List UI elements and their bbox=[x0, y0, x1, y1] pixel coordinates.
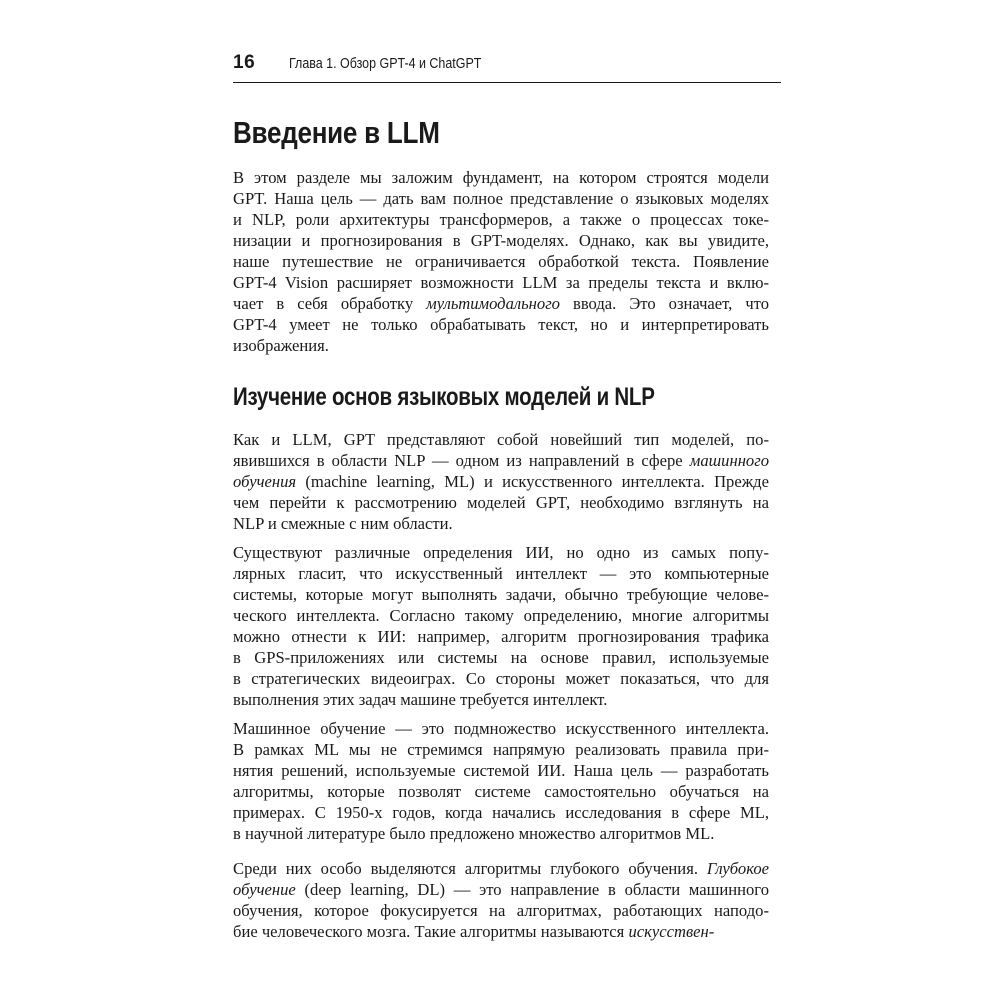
running-head bbox=[233, 52, 769, 82]
running-title: Глава 1. Обзор GPT-4 и ChatGPT bbox=[289, 56, 482, 72]
text-line bbox=[233, 739, 769, 760]
text-segment: в научной литературе было предложено множество алгоритмов ML. bbox=[233, 824, 715, 843]
text-line bbox=[233, 647, 769, 668]
italic-term: обучение bbox=[233, 880, 296, 899]
text-line bbox=[233, 563, 769, 584]
text-segment: Существуют различные определения ИИ, но одно из самых попу- bbox=[233, 543, 769, 562]
text-line bbox=[233, 335, 769, 356]
text-line bbox=[233, 314, 769, 335]
text-segment: можно отнести к ИИ: например, алгоритм прогнозирования трафика bbox=[233, 627, 769, 646]
paragraph-gpt-nlp bbox=[233, 429, 769, 534]
text-segment: GPT. Наша цель — дать вам полное представление о языковых моделях bbox=[233, 189, 769, 208]
text-segment: чем перейти к рассмотрению моделей GPT, необходимо взглянуть на bbox=[233, 493, 769, 512]
text-segment: В этом разделе мы заложим фундамент, на котором строятся модели bbox=[233, 168, 769, 187]
italic-term: обучения bbox=[233, 472, 297, 491]
italic-term: Глубокое bbox=[706, 859, 769, 878]
text-segment: лярных гласит, что искусственный интеллект — это компьютерные bbox=[233, 564, 769, 583]
header-rule bbox=[233, 82, 781, 83]
section-heading-intro-llm: Введение в LLM bbox=[233, 115, 440, 150]
text-segment: в GPS-приложениях или системы на основе правил, используемые bbox=[233, 648, 769, 667]
italic-term: мультимодального bbox=[426, 294, 560, 313]
text-line bbox=[233, 781, 769, 802]
text-line bbox=[233, 251, 769, 272]
text-segment: Среди них особо выделяются алгоритмы глубокого обучения. bbox=[233, 859, 707, 878]
text-segment: В рамках ML мы не стремимся напрямую реализовать правила при- bbox=[233, 740, 769, 759]
text-line bbox=[233, 188, 769, 209]
paragraph-machine-learning bbox=[233, 718, 769, 844]
text-segment: системы, которые могут выполнять задачи, обычно требующие челове- bbox=[233, 585, 769, 604]
text-segment: нятия решений, используемые системой ИИ. Наша цель — разработать bbox=[233, 761, 769, 780]
text-line bbox=[233, 167, 769, 188]
text-line bbox=[233, 542, 769, 563]
text-segment: изображения. bbox=[233, 336, 329, 355]
text-line bbox=[233, 921, 769, 942]
text-line bbox=[233, 626, 769, 647]
text-line bbox=[233, 584, 769, 605]
text-line bbox=[233, 858, 769, 879]
text-segment: примерах. С 1950-х годов, когда начались исследования в сфере ML, bbox=[233, 803, 769, 822]
section-heading-language-models-nlp: Изучение основ языковых моделей и NLP bbox=[233, 383, 655, 411]
text-segment: NLP и смежные с ним области. bbox=[233, 514, 453, 533]
text-line bbox=[233, 513, 769, 534]
running-head-row bbox=[233, 52, 769, 82]
text-line bbox=[233, 668, 769, 689]
text-line bbox=[233, 209, 769, 230]
text-segment: выполнения этих задач машине требуется интеллект. bbox=[233, 690, 608, 709]
italic-term: машинного bbox=[689, 451, 769, 470]
paragraph-intro bbox=[233, 167, 769, 356]
text-segment: ввода. Это означает, что bbox=[559, 294, 770, 313]
text-segment: чает в себя обработку bbox=[233, 294, 427, 313]
text-line bbox=[233, 879, 769, 900]
text-segment: низации и прогнозирования в GPT-моделях. Однако, как вы увидите, bbox=[233, 231, 769, 250]
text-segment: наше путешествие не ограничивается обработкой текста. Появление bbox=[233, 252, 769, 271]
text-segment: и NLP, роли архитектуры трансформеров, а также о процессах токе- bbox=[233, 210, 769, 229]
text-line bbox=[233, 760, 769, 781]
text-segment: (deep learning, DL) — это направление в области машинного bbox=[295, 880, 769, 899]
text-line bbox=[233, 230, 769, 251]
text-segment: алгоритмы, которые позволят системе самостоятельно обучаться на bbox=[233, 782, 769, 801]
italic-term: искусствен- bbox=[628, 922, 715, 941]
text-segment: Машинное обучение — это подмножество искусственного интеллекта. bbox=[233, 719, 769, 738]
text-segment: Как и LLM, GPT представляют собой новейший тип моделей, по- bbox=[233, 430, 769, 449]
text-line bbox=[233, 718, 769, 739]
text-segment: GPT-4 Vision расширяет возможности LLM за пределы текста и вклю- bbox=[233, 273, 769, 292]
text-line bbox=[233, 429, 769, 450]
text-segment: обучения, которое фокусируется на алгоритмах, работающих наподо- bbox=[233, 901, 769, 920]
text-line bbox=[233, 605, 769, 626]
text-line bbox=[233, 492, 769, 513]
paragraph-deep-learning bbox=[233, 858, 769, 942]
text-segment: GPT-4 умеет не только обрабатывать текст, но и интерпретировать bbox=[233, 315, 769, 334]
text-line bbox=[233, 802, 769, 823]
paragraph-ai-definition bbox=[233, 542, 769, 710]
text-segment: бие человеческого мозга. Такие алгоритмы называются bbox=[233, 922, 629, 941]
text-line bbox=[233, 471, 769, 492]
text-segment: явившихся в области NLP — одном из направлений в сфере bbox=[233, 451, 690, 470]
text-line bbox=[233, 689, 769, 710]
text-segment: (machine learning, ML) и искусственного интеллекта. Прежде bbox=[296, 472, 769, 491]
text-line bbox=[233, 823, 769, 844]
page-number: 16 bbox=[233, 52, 256, 73]
text-segment: ческого интеллекта. Согласно такому определению, многие алгоритмы bbox=[233, 606, 769, 625]
text-line bbox=[233, 450, 769, 471]
text-line bbox=[233, 293, 769, 314]
text-line bbox=[233, 900, 769, 921]
text-segment: в стратегических видеоиграх. Со стороны может показаться, что для bbox=[233, 669, 769, 688]
text-line bbox=[233, 272, 769, 293]
